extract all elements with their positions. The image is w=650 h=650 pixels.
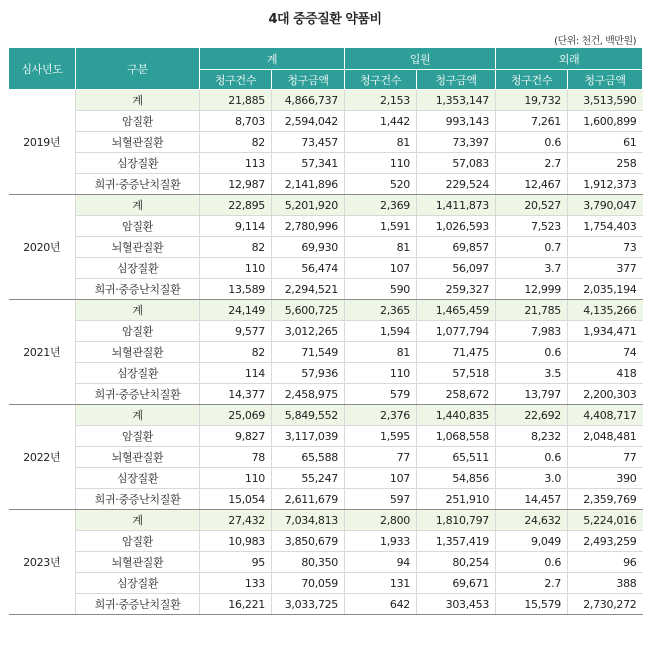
amount-cell: 2,611,679 [272,489,345,510]
count-cell: 8,232 [496,426,568,447]
count-cell: 131 [345,573,417,594]
count-cell: 1,591 [345,216,417,237]
table-row [9,342,643,363]
count-cell: 22,895 [200,195,272,216]
table-row [9,321,643,342]
count-cell: 95 [200,552,272,573]
count-cell: 2.7 [496,153,568,174]
count-cell: 8,703 [200,111,272,132]
table-row [9,279,643,300]
amount-cell: 258 [568,153,643,174]
header-group-inpatient: 입원 [345,48,496,70]
table-row [9,447,643,468]
count-cell: 77 [345,447,417,468]
category-cell: 암질환 [76,216,200,237]
amount-cell: 54,856 [417,468,496,489]
amount-cell: 1,934,471 [568,321,643,342]
table-row-total [9,405,643,426]
amount-cell: 5,849,552 [272,405,345,426]
table-row [9,363,643,384]
amount-cell: 1,068,558 [417,426,496,447]
count-cell: 21,885 [200,90,272,111]
amount-cell: 5,201,920 [272,195,345,216]
count-cell: 15,579 [496,594,568,615]
count-cell: 2,800 [345,510,417,531]
category-cell: 암질환 [76,531,200,552]
amount-cell: 4,135,266 [568,300,643,321]
amount-cell: 55,247 [272,468,345,489]
table-body [9,90,643,615]
count-cell: 1,594 [345,321,417,342]
header-count: 청구건수 [200,70,272,90]
table-row [9,111,643,132]
category-cell: 심장질환 [76,573,200,594]
count-cell: 2,365 [345,300,417,321]
category-cell: 계 [76,90,200,111]
count-cell: 107 [345,258,417,279]
count-cell: 9,049 [496,531,568,552]
amount-cell: 57,518 [417,363,496,384]
amount-cell: 1,353,147 [417,90,496,111]
amount-cell: 69,857 [417,237,496,258]
amount-cell: 3,117,039 [272,426,345,447]
count-cell: 110 [200,468,272,489]
header-amount: 청구금액 [272,70,345,90]
table-row [9,132,643,153]
count-cell: 0.6 [496,552,568,573]
amount-cell: 70,059 [272,573,345,594]
count-cell: 14,377 [200,384,272,405]
amount-cell: 57,341 [272,153,345,174]
count-cell: 2,153 [345,90,417,111]
amount-cell: 73,457 [272,132,345,153]
header-group-total: 계 [200,48,345,70]
category-cell: 계 [76,195,200,216]
count-cell: 114 [200,363,272,384]
category-cell: 계 [76,300,200,321]
amount-cell: 4,408,717 [568,405,643,426]
amount-cell: 69,930 [272,237,345,258]
count-cell: 0.6 [496,132,568,153]
category-cell: 뇌혈관질환 [76,237,200,258]
count-cell: 14,457 [496,489,568,510]
count-cell: 24,149 [200,300,272,321]
category-cell: 희귀·중증난치질환 [76,384,200,405]
category-cell: 뇌혈관질환 [76,132,200,153]
amount-cell: 258,672 [417,384,496,405]
count-cell: 3.0 [496,468,568,489]
amount-cell: 251,910 [417,489,496,510]
amount-cell: 1,357,419 [417,531,496,552]
amount-cell: 303,453 [417,594,496,615]
header-amount: 청구금액 [417,70,496,90]
count-cell: 579 [345,384,417,405]
amount-cell: 96 [568,552,643,573]
amount-cell: 1,077,794 [417,321,496,342]
amount-cell: 2,594,042 [272,111,345,132]
unit-note: (단위: 천건, 백만원) [554,36,636,47]
count-cell: 520 [345,174,417,195]
amount-cell: 2,458,975 [272,384,345,405]
amount-cell: 3,513,590 [568,90,643,111]
category-cell: 심장질환 [76,153,200,174]
category-cell: 계 [76,405,200,426]
amount-cell: 2,730,272 [568,594,643,615]
amount-cell: 3,033,725 [272,594,345,615]
amount-cell: 2,294,521 [272,279,345,300]
year-cell: 2021년 [9,300,76,405]
amount-cell: 5,224,016 [568,510,643,531]
amount-cell: 418 [568,363,643,384]
count-cell: 24,632 [496,510,568,531]
header-year: 심사년도 [9,48,76,90]
amount-cell: 73,397 [417,132,496,153]
amount-cell: 1,912,373 [568,174,643,195]
table-row [9,384,643,405]
count-cell: 3.5 [496,363,568,384]
count-cell: 1,933 [345,531,417,552]
header-amount: 청구금액 [568,70,643,90]
category-cell: 암질환 [76,426,200,447]
count-cell: 81 [345,237,417,258]
count-cell: 12,987 [200,174,272,195]
amount-cell: 3,790,047 [568,195,643,216]
table-row [9,426,643,447]
table-row [9,531,643,552]
category-cell: 뇌혈관질환 [76,342,200,363]
amount-cell: 259,327 [417,279,496,300]
amount-cell: 69,671 [417,573,496,594]
header-count: 청구건수 [345,70,417,90]
amount-cell: 1,810,797 [417,510,496,531]
count-cell: 20,527 [496,195,568,216]
amount-cell: 2,493,259 [568,531,643,552]
count-cell: 27,432 [200,510,272,531]
category-cell: 심장질환 [76,468,200,489]
amount-cell: 1,600,899 [568,111,643,132]
year-cell: 2020년 [9,195,76,300]
amount-cell: 993,143 [417,111,496,132]
category-cell: 희귀·중증난치질환 [76,279,200,300]
count-cell: 82 [200,342,272,363]
count-cell: 9,577 [200,321,272,342]
category-cell: 심장질환 [76,258,200,279]
amount-cell: 4,866,737 [272,90,345,111]
table-row-total [9,90,643,111]
amount-cell: 80,350 [272,552,345,573]
page-title: 4대 중증질환 약품비 [268,12,382,27]
amount-cell: 5,600,725 [272,300,345,321]
count-cell: 7,983 [496,321,568,342]
header-group-outpatient: 외래 [496,48,643,70]
count-cell: 0.6 [496,342,568,363]
year-cell: 2022년 [9,405,76,510]
count-cell: 12,467 [496,174,568,195]
table-row [9,573,643,594]
count-cell: 82 [200,237,272,258]
amount-cell: 3,850,679 [272,531,345,552]
count-cell: 9,827 [200,426,272,447]
count-cell: 113 [200,153,272,174]
amount-cell: 390 [568,468,643,489]
count-cell: 1,595 [345,426,417,447]
amount-cell: 71,549 [272,342,345,363]
amount-cell: 2,200,303 [568,384,643,405]
count-cell: 10,983 [200,531,272,552]
count-cell: 78 [200,447,272,468]
amount-cell: 71,475 [417,342,496,363]
table-row-total [9,300,643,321]
count-cell: 7,261 [496,111,568,132]
count-cell: 25,069 [200,405,272,426]
category-cell: 뇌혈관질환 [76,447,200,468]
count-cell: 13,797 [496,384,568,405]
count-cell: 15,054 [200,489,272,510]
amount-cell: 56,474 [272,258,345,279]
amount-cell: 80,254 [417,552,496,573]
year-cell: 2019년 [9,90,76,195]
count-cell: 110 [200,258,272,279]
amount-cell: 65,588 [272,447,345,468]
table-row-total [9,510,643,531]
count-cell: 12,999 [496,279,568,300]
amount-cell: 1,026,593 [417,216,496,237]
table-row [9,237,643,258]
amount-cell: 1,411,873 [417,195,496,216]
amount-cell: 1,465,459 [417,300,496,321]
count-cell: 94 [345,552,417,573]
count-cell: 107 [345,468,417,489]
amount-cell: 2,359,769 [568,489,643,510]
amount-cell: 73 [568,237,643,258]
table-row-total [9,195,643,216]
amount-cell: 65,511 [417,447,496,468]
category-cell: 희귀·중증난치질환 [76,489,200,510]
count-cell: 13,589 [200,279,272,300]
count-cell: 2,376 [345,405,417,426]
count-cell: 2.7 [496,573,568,594]
table-row [9,216,643,237]
category-cell: 계 [76,510,200,531]
table-row [9,174,643,195]
amount-cell: 61 [568,132,643,153]
amount-cell: 2,035,194 [568,279,643,300]
amount-cell: 3,012,265 [272,321,345,342]
table-row [9,468,643,489]
count-cell: 133 [200,573,272,594]
count-cell: 9,114 [200,216,272,237]
table-row [9,153,643,174]
amount-cell: 2,780,996 [272,216,345,237]
category-cell: 심장질환 [76,363,200,384]
category-cell: 암질환 [76,321,200,342]
amount-cell: 1,754,403 [568,216,643,237]
amount-cell: 377 [568,258,643,279]
amount-cell: 57,936 [272,363,345,384]
count-cell: 7,523 [496,216,568,237]
year-cell: 2023년 [9,510,76,615]
count-cell: 19,732 [496,90,568,111]
category-cell: 희귀·중증난치질환 [76,594,200,615]
count-cell: 82 [200,132,272,153]
count-cell: 81 [345,342,417,363]
count-cell: 1,442 [345,111,417,132]
table-row [9,594,643,615]
count-cell: 3.7 [496,258,568,279]
count-cell: 22,692 [496,405,568,426]
header-category: 구분 [76,48,200,90]
table-row [9,258,643,279]
category-cell: 뇌혈관질환 [76,552,200,573]
count-cell: 597 [345,489,417,510]
count-cell: 590 [345,279,417,300]
count-cell: 81 [345,132,417,153]
amount-cell: 56,097 [417,258,496,279]
amount-cell: 77 [568,447,643,468]
table-row [9,552,643,573]
count-cell: 0.6 [496,447,568,468]
count-cell: 110 [345,153,417,174]
count-cell: 16,221 [200,594,272,615]
amount-cell: 2,048,481 [568,426,643,447]
amount-cell: 74 [568,342,643,363]
category-cell: 희귀·중증난치질환 [76,174,200,195]
amount-cell: 2,141,896 [272,174,345,195]
category-cell: 암질환 [76,111,200,132]
drug-cost-table [8,47,643,615]
header-count: 청구건수 [496,70,568,90]
count-cell: 642 [345,594,417,615]
count-cell: 0.7 [496,237,568,258]
amount-cell: 229,524 [417,174,496,195]
amount-cell: 7,034,813 [272,510,345,531]
count-cell: 21,785 [496,300,568,321]
amount-cell: 57,083 [417,153,496,174]
count-cell: 2,369 [345,195,417,216]
count-cell: 110 [345,363,417,384]
table-row [9,489,643,510]
amount-cell: 1,440,835 [417,405,496,426]
amount-cell: 388 [568,573,643,594]
